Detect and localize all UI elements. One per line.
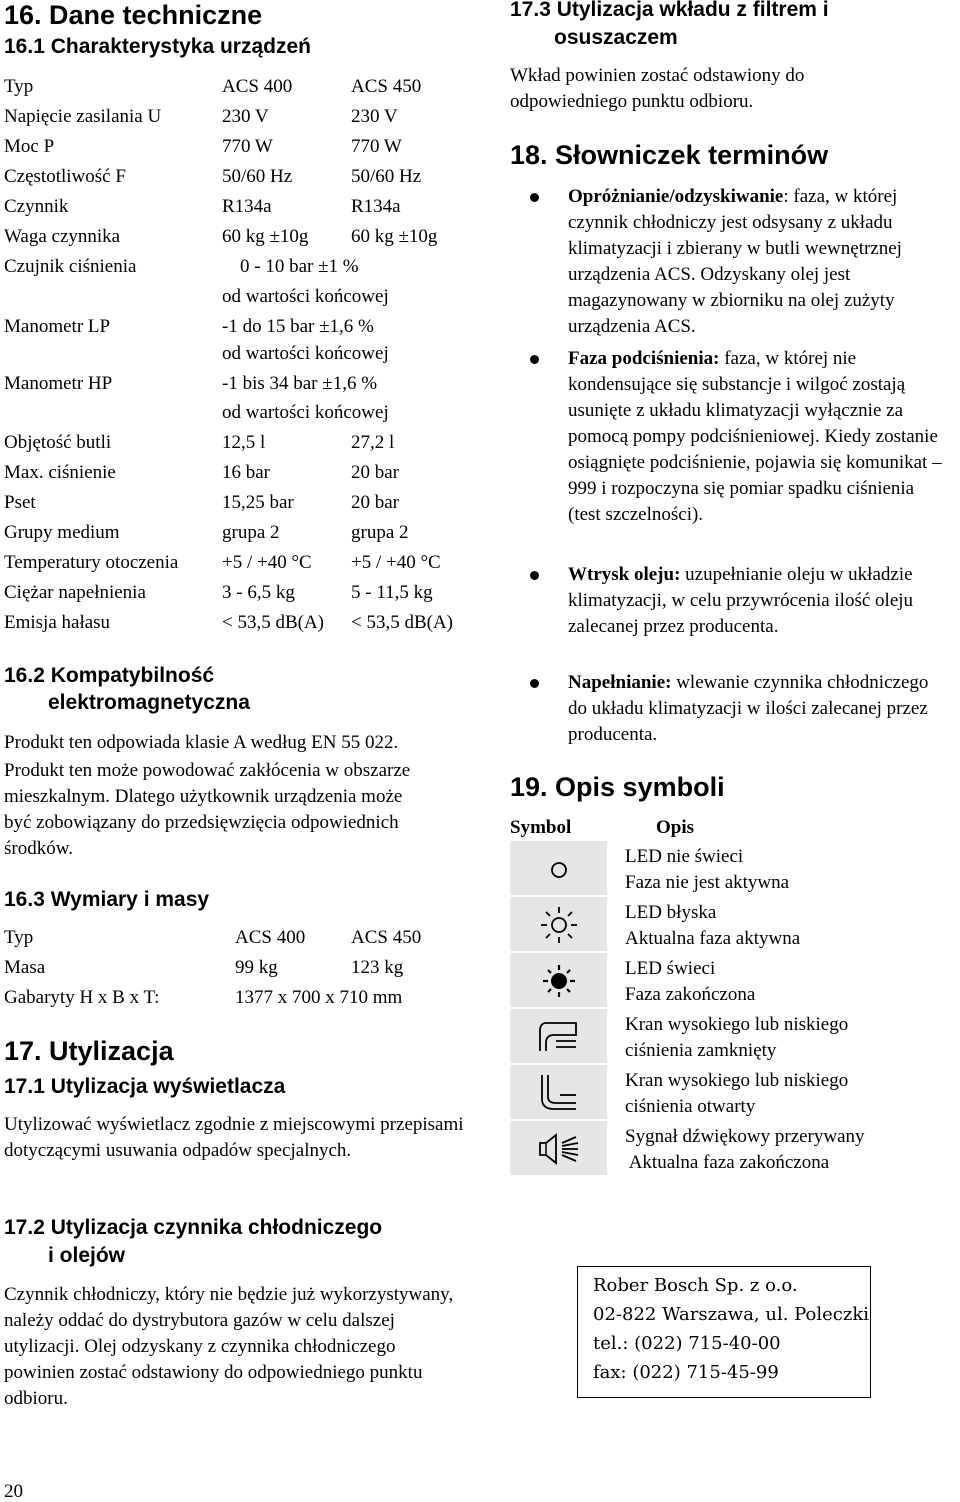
- dim-value-acs450: ACS 450: [351, 927, 422, 948]
- spec-label: Częstotliwość F: [4, 166, 126, 187]
- dim-value-acs400: ACS 400: [235, 927, 306, 948]
- spec-value-acs400: ACS 400: [222, 76, 293, 97]
- symbol-desc-line2: Aktualna faza aktywna: [625, 928, 801, 949]
- spec-value-acs400: +5 / +40 °C: [222, 552, 312, 573]
- spec-value-acs400: grupa 2: [222, 522, 280, 543]
- valve-open-icon: [510, 1065, 607, 1119]
- symbol-desc-line1: Kran wysokiego lub niskiego: [625, 1014, 849, 1035]
- filter-disposal-text: Wkład powinien zostać odstawiony do odpowiedniego punktu odbioru.: [510, 65, 805, 112]
- dim-value: 1377 x 700 x 710 mm: [235, 987, 403, 1008]
- symbol-desc-line2: Aktualna faza zakończona: [625, 1152, 830, 1173]
- glossary-item: [568, 184, 948, 340]
- subsection-17-1-title: 17.1 Utylizacja wyświetlacza: [4, 1075, 286, 1098]
- spec-value-acs450: R134a: [351, 196, 401, 217]
- subsection-17-3-title-cont: osuszaczem: [554, 26, 678, 49]
- spec-label: Emisja hałasu: [4, 612, 111, 633]
- spec-value-acs400: R134a: [222, 196, 272, 217]
- spec-label: Manometr HP: [4, 373, 113, 394]
- spec-value-acs450: 50/60 Hz: [351, 166, 422, 187]
- subsection-16-2-title-cont: elektromagnetyczna: [48, 691, 250, 714]
- symbol-desc-line1: Sygnał dźwiękowy przerywany: [625, 1126, 865, 1147]
- spec-note: od wartości końcowej: [222, 286, 389, 307]
- spec-value: 0 - 10 bar ±1 %: [240, 256, 359, 277]
- spec-value-acs450: 27,2 l: [351, 432, 395, 453]
- bullet-icon: [530, 355, 539, 364]
- spec-value-acs400: 230 V: [222, 106, 269, 127]
- spec-label: Czynnik: [4, 196, 69, 217]
- section-17-title: 17. Utylizacja: [4, 1036, 174, 1066]
- bullet-icon: [530, 679, 539, 688]
- glossary-text: faza, w której nie kondensujące się substancje i wilgoć zostają usunięte z układu klimatyzacji wyłącznie za pomocą pompy podciśnieniowej. Kiedy zostanie osiągnięte podciśnienie, pojawia się komunikat –999 i rozpoczyna się pomiar spadku ciśnienia (test szczelności).: [568, 348, 942, 525]
- spec-value-acs450: 20 bar: [351, 462, 400, 483]
- address-street: 02-822 Warszawa, ul. Poleczki: [593, 1304, 870, 1325]
- spec-value-acs400: 50/60 Hz: [222, 166, 293, 187]
- spec-label: Moc P: [4, 136, 55, 157]
- dim-label: Gabaryty H x B x T:: [4, 987, 160, 1008]
- symbol-desc-line1: Kran wysokiego lub niskiego: [625, 1070, 849, 1091]
- spec-value-acs450: < 53,5 dB(A): [351, 612, 454, 633]
- page-number: 20: [4, 1481, 23, 1502]
- glossary-text: wlewanie czynnika chłodniczego do układu klimatyzacji w ilości zalecanej przez producenta.: [568, 672, 929, 745]
- spec-label: Manometr LP: [4, 316, 111, 337]
- spec-value: -1 bis 34 bar ±1,6 %: [222, 373, 378, 394]
- bullet-icon: [530, 571, 539, 580]
- glossary-item: [568, 670, 948, 748]
- symbol-desc-line1: LED błyska: [625, 902, 717, 923]
- glossary-term: Opróżnianie/odzyskiwanie: [568, 186, 784, 207]
- subsection-17-3-title: 17.3 Utylizacja wkładu z filtrem i: [510, 0, 829, 21]
- spec-value: -1 do 15 bar ±1,6 %: [222, 316, 374, 337]
- spec-value-acs450: 5 - 11,5 kg: [351, 582, 433, 603]
- spec-label: Typ: [4, 76, 34, 97]
- dim-label: Typ: [4, 927, 34, 948]
- glossary-item: [568, 346, 948, 528]
- spec-value-acs450: 770 W: [351, 136, 402, 157]
- spec-label: Napięcie zasilania U: [4, 106, 162, 127]
- dim-label: Masa: [4, 957, 46, 978]
- spec-value-acs450: grupa 2: [351, 522, 409, 543]
- address-fax: fax: (022) 715-45-99: [593, 1362, 779, 1383]
- display-disposal-text: Utylizować wyświetlacz zgodnie z miejscowymi przepisami dotyczącymi usuwania odpadów specjalnych.: [4, 1114, 464, 1161]
- valve-closed-icon: [510, 1009, 607, 1063]
- spec-value-acs450: +5 / +40 °C: [351, 552, 441, 573]
- spec-label: Objętość butli: [4, 432, 112, 453]
- spec-value-acs450: ACS 450: [351, 76, 422, 97]
- subsection-16-1-title: 16.1 Charakterystyka urządzeń: [4, 35, 311, 58]
- spec-note: od wartości końcowej: [222, 343, 389, 364]
- subsection-16-2-title: 16.2 Kompatybilność: [4, 664, 215, 687]
- subsection-16-3-title: 16.3 Wymiary i masy: [4, 888, 210, 911]
- spec-value-acs450: 60 kg ±10g: [351, 226, 438, 247]
- spec-label: Grupy medium: [4, 522, 120, 543]
- dim-value-acs400: 99 kg: [235, 957, 278, 978]
- spec-value-acs400: 3 - 6,5 kg: [222, 582, 295, 603]
- glossary-text: faza, w której czynnik chłodniczy jest odsysany z układu klimatyzacji i zbierany w butli wewnętrznej urządzenia ACS. Odzyskany olej jest magazynowany w zbiorniku na olej zużyty urządzenia ACS.: [568, 186, 902, 337]
- section-19-title: 19. Opis symboli: [510, 772, 725, 802]
- spec-value-acs400: 12,5 l: [222, 432, 266, 453]
- bullet-icon: [530, 193, 539, 202]
- emc-paragraph-1: Produkt ten odpowiada klasie A według EN 55 022.: [4, 732, 399, 753]
- description-column-header: Opis: [656, 817, 695, 838]
- address-company: Rober Bosch Sp. z o.o.: [593, 1275, 798, 1296]
- symbol-desc-line1: LED świeci: [625, 958, 716, 979]
- spec-label: Ciężar napełnienia: [4, 582, 146, 603]
- spec-value-acs450: 20 bar: [351, 492, 400, 513]
- symbol-desc-line2: Faza zakończona: [625, 984, 756, 1005]
- address-phone: tel.: (022) 715-40-00: [593, 1333, 781, 1354]
- glossary-sep: :: [783, 186, 794, 207]
- subsection-17-2-title: 17.2 Utylizacja czynnika chłodniczego: [4, 1216, 383, 1239]
- spec-value-acs400: < 53,5 dB(A): [222, 612, 325, 633]
- spec-value-acs400: 60 kg ±10g: [222, 226, 309, 247]
- emc-paragraph-2: Produkt ten może powodować zakłócenia w obszarze mieszkalnym. Dlatego użytkownik urządzenia może być zobowiązany do przedsięwzięcia odpowiednich środków.: [4, 760, 411, 859]
- glossary-text: uzupełnianie oleju w układzie klimatyzacji, w celu przywrócenia ilość oleju zalecanej przez producenta.: [568, 564, 914, 637]
- subsection-17-2-title-cont: i olejów: [48, 1244, 126, 1267]
- spec-value-acs400: 16 bar: [222, 462, 271, 483]
- symbol-desc-line2: Faza nie jest aktywna: [625, 872, 790, 893]
- dim-value-acs450: 123 kg: [351, 957, 404, 978]
- company-address-box: [577, 1266, 871, 1398]
- glossary-term: Napełnianie:: [568, 672, 672, 693]
- symbol-desc-line1: LED nie świeci: [625, 846, 744, 867]
- spec-note: od wartości końcowej: [222, 402, 389, 423]
- glossary-term: Faza podciśnienia:: [568, 348, 720, 369]
- spec-value-acs450: 230 V: [351, 106, 398, 127]
- refrigerant-disposal-text: Czynnik chłodniczy, który nie będzie już wykorzystywany, należy oddać do dystrybutora gazów w celu dalszej utylizacji. Olej odzyskany z czynnika chłodniczego powinien zostać odstawiony do odpowiedniego punktu odbioru.: [4, 1284, 454, 1409]
- spec-label: Temperatury otoczenia: [4, 552, 179, 573]
- speaker-icon: [510, 1121, 607, 1175]
- spec-value-acs400: 15,25 bar: [222, 492, 294, 513]
- spec-value-acs400: 770 W: [222, 136, 273, 157]
- spec-label: Waga czynnika: [4, 226, 121, 247]
- symbol-desc-line2: ciśnienia otwarty: [625, 1096, 756, 1117]
- glossary-item: [568, 562, 948, 640]
- symbol-desc-line2: ciśnienia zamknięty: [625, 1040, 777, 1061]
- symbol-column-header: Symbol: [510, 817, 572, 838]
- led-on-icon: [510, 953, 607, 1007]
- spec-label: Czujnik ciśnienia: [4, 256, 137, 277]
- section-16-title: 16. Dane techniczne: [4, 0, 263, 30]
- glossary-term: Wtrysk oleju:: [568, 564, 681, 585]
- section-18-title: 18. Słowniczek terminów: [510, 140, 829, 170]
- led-off-icon: [510, 841, 607, 895]
- led-blinking-icon: [510, 897, 607, 951]
- spec-label: Max. ciśnienie: [4, 462, 116, 483]
- spec-label: Pset: [4, 492, 36, 513]
